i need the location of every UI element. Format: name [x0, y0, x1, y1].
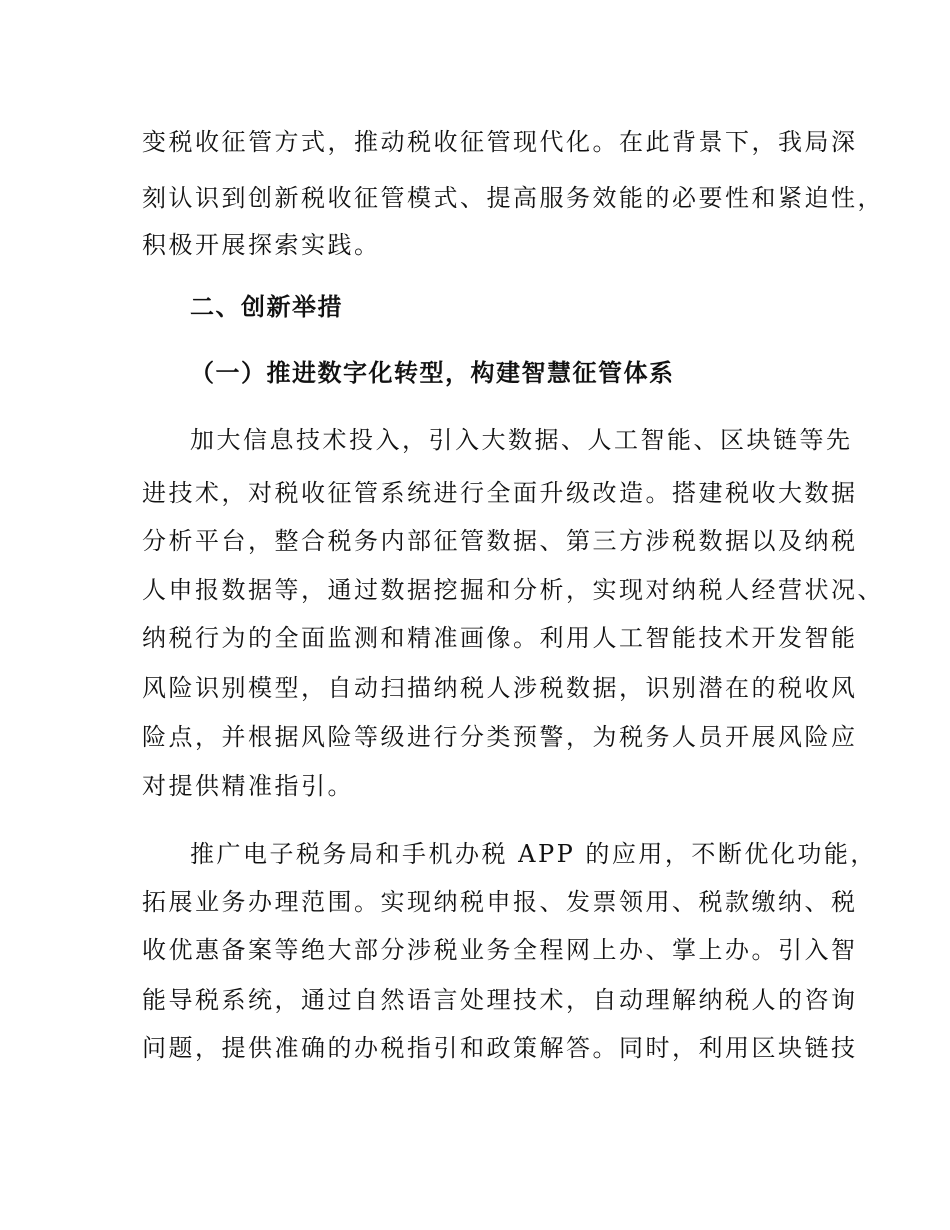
paragraph1-line-3: 分析平台，整合税务内部征管数据、第三方涉税数据以及纳税 — [142, 527, 858, 555]
paragraph2-line-1: 推广电子税务局和手机办税 APP 的应用，不断优化功能， — [190, 840, 877, 868]
section-heading: 二、创新举措 — [190, 293, 343, 321]
intro-line-1: 变税收征管方式，推动税收征管现代化。在此背景下，我局深 — [142, 128, 858, 156]
paragraph2-line-4: 能导税系统，通过自然语言处理技术，自动理解纳税人的咨询 — [142, 986, 858, 1014]
paragraph2-line-5: 问题，提供准确的办税指引和政策解答。同时，利用区块链技 — [142, 1034, 858, 1062]
paragraph1-line-5: 纳税行为的全面监测和精准画像。利用人工智能技术开发智能 — [142, 624, 858, 652]
paragraph1-line-1: 加大信息技术投入，引入大数据、人工智能、区块链等先 — [190, 426, 853, 454]
paragraph2-line-3: 收优惠备案等绝大部分涉税业务全程网上办、掌上办。引入智 — [142, 936, 858, 964]
paragraph1-line-2: 进技术，对税收征管系统进行全面升级改造。搭建税收大数据 — [142, 479, 858, 507]
intro-line-3: 积极开展探索实践。 — [142, 231, 381, 259]
intro-line-2: 刻认识到创新税收征管模式、提高服务效能的必要性和紧迫性， — [142, 184, 884, 212]
paragraph1-line-6: 风险识别模型，自动扫描纳税人涉税数据，识别潜在的税收风 — [142, 674, 858, 702]
subsection-heading: （一）推进数字化转型，构建智慧征管体系 — [190, 359, 675, 387]
paragraph1-line-8: 对提供精准指引。 — [142, 772, 354, 800]
paragraph1-line-4: 人申报数据等，通过数据挖掘和分析，实现对纳税人经营状况、 — [142, 576, 884, 604]
paragraph1-line-7: 险点，并根据风险等级进行分类预警，为税务人员开展风险应 — [142, 723, 858, 751]
paragraph2-line-2: 拓展业务办理范围。实现纳税申报、发票领用、税款缴纳、税 — [142, 888, 858, 916]
